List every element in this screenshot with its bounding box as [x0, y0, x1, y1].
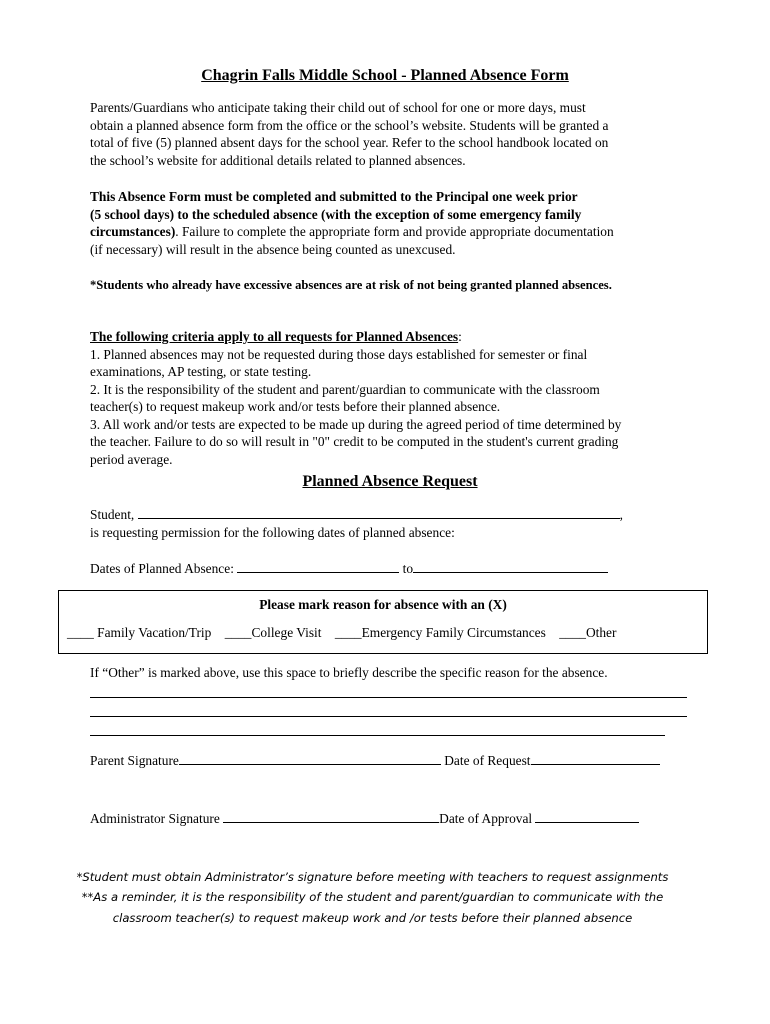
intro-line: obtain a planned absence form from the office or the school’s website. Students will be granted a [90, 117, 609, 133]
criteria-line: examinations, AP testing, or state testing. [90, 364, 312, 379]
dates-to-label: to [402, 561, 414, 576]
footer-note-line: **As a reminder, it is the responsibility of the student and parent/guardian to communicate with the [81, 890, 664, 904]
admin-signature-field[interactable] [223, 810, 439, 823]
dates-row [90, 560, 608, 578]
deadline-line: (5 school days) to the scheduled absence (with the exception of some emergency family [90, 206, 582, 222]
criteria-heading-colon: : [458, 329, 462, 344]
intro-paragraph [90, 99, 700, 169]
reason-heading: Please mark reason for absence with an (X) [259, 597, 507, 612]
other-description-line[interactable] [90, 716, 687, 717]
student-name-field[interactable] [138, 506, 620, 519]
request-heading: Planned Absence Request [302, 473, 478, 490]
parent-signature-label: Parent Signature [90, 753, 179, 768]
footer-note-line: *Student must obtain Administrator’s signature before meeting with teachers to request assignments [76, 870, 669, 884]
reason-option-label: Family Vacation/Trip [97, 625, 212, 640]
footer-note-line: classroom teacher(s) to request makeup work and /or tests before their planned absence [112, 911, 633, 925]
reason-box [58, 590, 708, 654]
deadline-line: (if necessary) will result in the absence being counted as unexcused. [90, 241, 456, 257]
admin-signature-row [90, 810, 639, 828]
reason-option-label: College Visit [251, 625, 322, 640]
other-description-line[interactable] [90, 735, 665, 736]
criteria-section [90, 328, 700, 468]
date-of-request-field[interactable] [531, 752, 660, 765]
student-comma: , [619, 507, 623, 522]
reason-checkbox-blank[interactable]: ____ [559, 625, 586, 640]
deadline-paragraph [90, 188, 700, 258]
criteria-heading-row [90, 328, 700, 346]
date-to-field[interactable] [413, 560, 608, 573]
intro-line: total of five (5) planned absent days for the school year. Refer to the school handbook located on [90, 135, 609, 150]
requesting-text: is requesting permission for the following dates of planned absence: [90, 525, 455, 540]
intro-line: the school’s website for additional details related to planned absences. [90, 152, 466, 168]
reason-option-label: Emergency Family Circumstances [361, 625, 546, 640]
date-of-approval-label: Date of Approval [439, 811, 533, 826]
reason-options [67, 625, 626, 641]
excessive-absence-note: *Students who already have excessive absences are at risk of not being granted planned absences. [90, 278, 612, 292]
deadline-line: This Absence Form must be completed and submitted to the Principal one week prior [90, 189, 578, 204]
intro-line: Parents/Guardians who anticipate taking their child out of school for one or more days, must [90, 100, 586, 115]
reason-option-emergency[interactable] [335, 625, 546, 640]
reason-checkbox-blank[interactable]: ____ [67, 625, 94, 640]
admin-signature-label: Administrator Signature [90, 811, 220, 826]
reason-option-family-vacation[interactable] [67, 625, 211, 640]
reason-option-other[interactable] [559, 625, 616, 640]
criteria-line: teacher(s) to request makeup work and/or tests before their planned absence. [90, 399, 501, 414]
reason-option-label: Other [585, 625, 617, 640]
dates-label: Dates of Planned Absence: [90, 561, 234, 576]
parent-signature-row [90, 752, 660, 770]
date-of-request-label: Date of Request [444, 753, 531, 768]
date-of-approval-field[interactable] [535, 810, 639, 823]
deadline-bold-text: circumstances) [90, 224, 176, 239]
criteria-line: period average. [90, 451, 173, 467]
parent-signature-field[interactable] [179, 752, 441, 765]
deadline-line [90, 223, 700, 241]
reason-checkbox-blank[interactable]: ____ [224, 625, 252, 640]
page-title: Chagrin Falls Middle School - Planned Absence Form [201, 67, 569, 84]
criteria-heading: The following criteria apply to all requests for Planned Absences [90, 329, 459, 344]
criteria-line: the teacher. Failure to do so will result in "0" credit to be computed in the student's current grading [90, 434, 619, 449]
student-row [90, 506, 623, 524]
student-label: Student, [90, 507, 135, 522]
reason-checkbox-blank[interactable]: ____ [334, 625, 362, 640]
other-instructions: If “Other” is marked above, use this space to briefly describe the specific reason for the absence. [90, 665, 608, 680]
criteria-line: 2. It is the responsibility of the student and parent/guardian to communicate with the classroom [90, 381, 600, 397]
date-from-field[interactable] [237, 560, 399, 573]
criteria-line: 1. Planned absences may not be requested during those days established for semester or final [90, 346, 588, 362]
criteria-line: 3. All work and/or tests are expected to be made up during the agreed period of time determined by [90, 416, 622, 432]
reason-option-college-visit[interactable] [225, 625, 322, 640]
deadline-text: . Failure to complete the appropriate form and provide appropriate documentation [175, 224, 614, 239]
other-description-line[interactable] [90, 697, 687, 698]
